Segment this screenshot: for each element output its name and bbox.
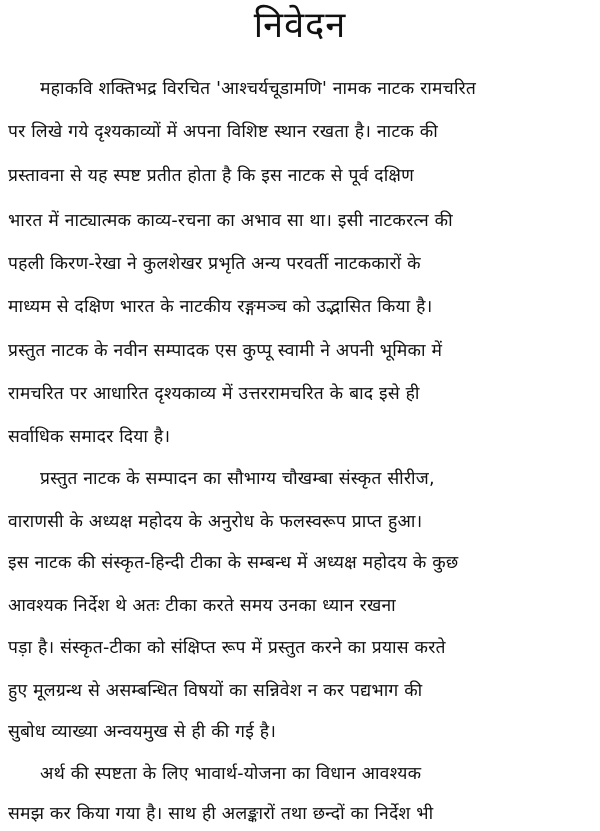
paragraph-1-line-2: पर लिखे गये दृश्यकाव्यों में अपना विशिष्ट स्थान रखता है। नाटक की [8, 122, 438, 142]
paragraph-2-line-7: सुबोध व्याख्या अन्वयमुख से ही की गई है। [8, 722, 277, 742]
paragraph-2-line-1: प्रस्तुत नाटक के सम्पादन का सौभाग्य चौखम्बा संस्कृत सीरीज, [40, 469, 435, 489]
page-title: निवेदन [253, 5, 347, 46]
paragraph-1-line-1: महाकवि शक्तिभद्र विरचित 'आश्चर्यचूडामणि' नामक नाटक रामचरित [40, 79, 477, 99]
paragraph-1-line-5: पहली किरण-रेखा ने कुलशेखर प्रभृति अन्य परवर्ती नाटककारों के [8, 254, 421, 274]
paragraph-2-line-6: हुए मूलग्रन्थ से असम्बन्धित विषयों का सन्निवेश न कर पद्यभाग की [8, 681, 423, 701]
paragraph-1-line-6: माध्यम से दक्षिण भारत के नाटकीय रङ्गमञ्च को उद्भासित किया है। [8, 297, 433, 317]
paragraph-1-line-3: प्रस्तावना से यह स्पष्ट प्रतीत होता है कि इस नाटक से पूर्व दक्षिण [8, 166, 414, 186]
paragraph-1-line-9: सर्वाधिक समादर दिया है। [8, 427, 171, 447]
paragraph-1-line-7: प्रस्तुत नाटक के नवीन सम्पादक एस कुप्पू स्वामी ने अपनी भूमिका में [8, 341, 443, 361]
paragraph-1-line-4: भारत में नाट्यात्मक काव्य-रचना का अभाव सा था। इसी नाटकरत्न की [8, 211, 453, 231]
paragraph-2-line-5: पड़ा है। संस्कृत-टीका को संक्षिप्त रूप में प्रस्तुत करने का प्रयास करते [8, 638, 446, 658]
paragraph-2-line-3: इस नाटक की संस्कृत-हिन्दी टीका के सम्बन्ध में अध्यक्ष महोदय के कुछ [8, 553, 459, 573]
paragraph-1-line-8: रामचरित पर आधारित दृश्यकाव्य में उत्तररामचरित के बाद इसे ही [8, 384, 420, 404]
paragraph-3-line-2: समझ कर किया गया है। साथ ही अलङ्कारों तथा छन्दों का निर्देश भी [8, 804, 434, 824]
paragraph-3-line-1: अर्थ की स्पष्टता के लिए भावार्थ-योजना का विधान आवश्यक [40, 764, 422, 784]
paragraph-2-line-2: वाराणसी के अध्यक्ष महोदय के अनुरोध के फलस्वरूप प्राप्त हुआ। [8, 512, 423, 532]
paragraph-2-line-4: आवश्यक निर्देश थे अतः टीका करते समय उनका ध्यान रखना [8, 596, 396, 616]
